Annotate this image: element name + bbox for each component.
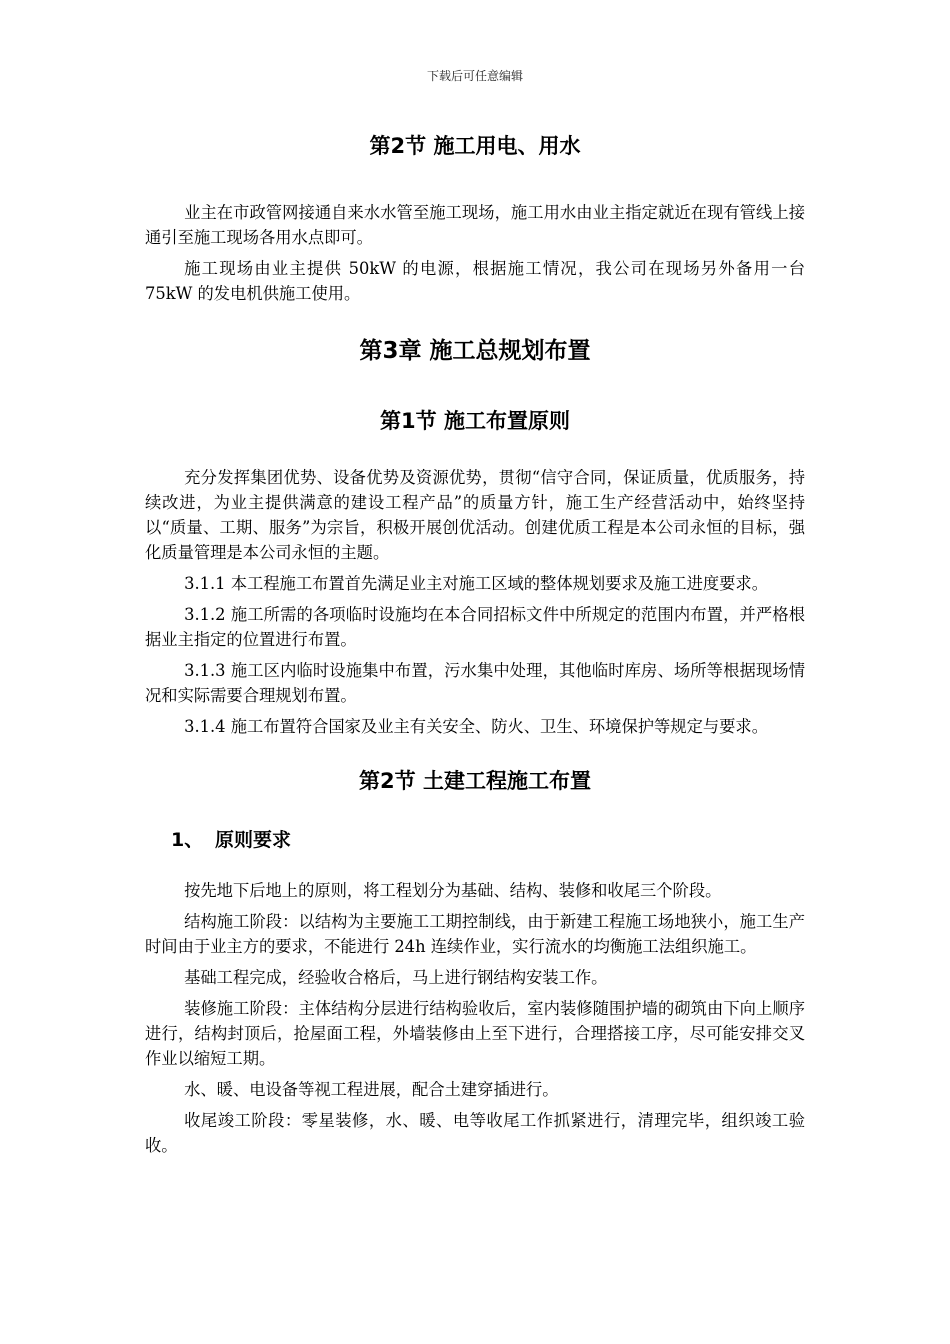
paragraph: 3.1.1 本工程施工布置首先满足业主对施工区域的整体规划要求及施工进度要求。: [184, 574, 768, 593]
paragraph: 3.1.4 施工布置符合国家及业主有关安全、防火、卫生、环境保护等规定与要求。: [184, 717, 768, 736]
section-3-2-title: 第2节 土建工程施工布置: [359, 769, 591, 793]
chapter-3-title: 第3章 施工总规划布置: [359, 338, 591, 364]
subheading-text: 原则要求: [215, 829, 292, 851]
paragraph: 业主在市政管网接通自来水水管至施工现场，施工用水由业主指定就近在现有管线上接通引至施工现场各用水点即可。: [145, 203, 805, 247]
paragraph: 按先地下后地上的原则，将工程划分为基础、结构、装修和收尾三个阶段。: [184, 881, 722, 900]
section-2-2-title: 第2节 施工用电、用水: [369, 134, 581, 158]
subheading-principle-requirements: [145, 825, 805, 852]
paragraph: 3.1.2 施工所需的各项临时设施均在本合同招标文件中所规定的范围内布置，并严格根据业主指定的位置进行布置。: [145, 605, 805, 649]
section-3-1-title: 第1节 施工布置原则: [380, 409, 570, 433]
document-body: [145, 130, 805, 1158]
paragraph: 装修施工阶段：主体结构分层进行结构验收后，室内装修随围护墙的砌筑由下向上顺序进行，结构封顶后，抢屋面工程，外墙装修由上至下进行，合理搭接工序，尽可能安排交叉作业以缩短工期。: [145, 999, 805, 1068]
paragraph: 施工现场由业主提供 50kW 的电源，根据施工情况，我公司在现场另外备用一台 75kW 的发电机供施工使用。: [145, 259, 805, 303]
paragraph: 3.1.3 施工区内临时设施集中布置，污水集中处理，其他临时库房、场所等根据现场情况和实际需要合理规划布置。: [145, 661, 805, 705]
paragraph: 基础工程完成，经验收合格后，马上进行钢结构安装工作。: [184, 968, 608, 987]
paragraph: 结构施工阶段：以结构为主要施工工期控制线，由于新建工程施工场地狭小，施工生产时间由于业主方的要求，不能进行 24h 连续作业，实行流水的均衡施工法组织施工。: [145, 912, 805, 956]
paragraph: 水、暖、电设备等视工程进展，配合土建穿插进行。: [184, 1080, 559, 1099]
header-note: 下载后可任意编辑: [426, 69, 523, 83]
subheading-number: 1、: [171, 829, 204, 851]
paragraph: 充分发挥集团优势、设备优势及资源优势，贯彻“信守合同，保证质量，优质服务，持续改进，为业主提供满意的建设工程产品”的质量方针，施工生产经营活动中，始终坚持以“质量、工期、服务”为宗旨，积极开展创优活动。创建优质工程是本公司永恒的目标，强化质量管理是本公司永恒的主题。: [145, 468, 805, 562]
paragraph: 收尾竣工阶段：零星装修，水、暖、电等收尾工作抓紧进行，清理完毕，组织竣工验收。: [145, 1111, 805, 1155]
